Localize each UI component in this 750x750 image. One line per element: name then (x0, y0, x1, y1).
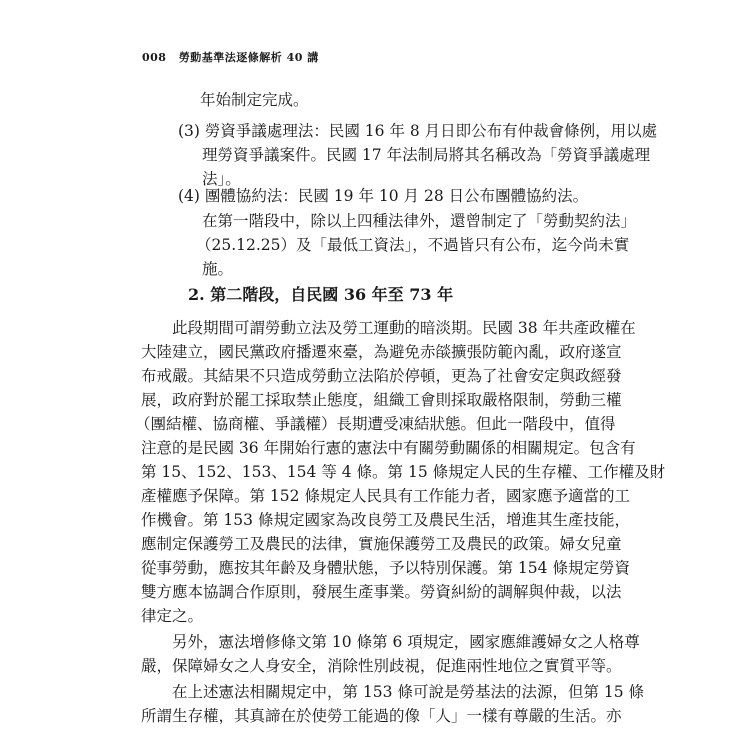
text-line: (4) 團體協約法：民國 19 年 10 月 28 日公布團體協約法。 (178, 187, 589, 205)
paragraph-line: （團結權、協商權、爭議權）長期遭受凍結狀態。但此一階段中，值得 (135, 415, 616, 433)
paragraph-line: 此段期間可謂勞動立法及勞工運動的暗淡期。民國 38 年共產政權在 (172, 319, 636, 337)
paragraph-line: 在上述憲法相關規定中，第 153 條可說是勞基法的法源，但第 15 條 (172, 683, 645, 701)
text-line: 理勞資爭議案件。民國 17 年法制局將其名稱改為「勞資爭議處理 (202, 146, 651, 164)
paragraph-line: 產權應予保障。第 152 條規定人民具有工作能力者，國家應予適當的工 (141, 487, 630, 505)
paragraph-line: 嚴，保障婦女之人身安全，消除性別歧視，促進兩性地位之實質平等。 (141, 657, 622, 675)
text-line: (3) 勞資爭議處理法：民國 16 年 8 月日即公布有仲裁會條例，用以處 (178, 122, 658, 140)
page-number: 008 (142, 51, 167, 64)
text-line: 法」。 (202, 170, 241, 188)
text-line: 年始制定完成。 (200, 91, 309, 109)
paragraph-line: 律定之。 (141, 607, 204, 625)
paragraph-line: 第 15、152、153、154 等 4 條。第 15 條規定人民的生存權、工作權及財 (141, 463, 666, 481)
paragraph-line: 所謂生存權，其真諦在於使勞工能過的像「人」一樣有尊嚴的生活。亦 (141, 707, 622, 725)
paragraph-line: 從事勞動，應按其年齡及身體狀態，予以特別保護。第 154 條規定勞資 (141, 559, 630, 577)
paragraph-line: 展，政府對於罷工採取禁止態度，組織工會則採取嚴格限制，勞動三權 (141, 391, 622, 409)
text-line: 在第一階段中，除以上四種法律外，還曾制定了「勞動契約法」 (202, 212, 637, 230)
paragraph-line: 另外，憲法增修條文第 10 條第 6 項規定，國家應維護婦女之人格尊 (172, 633, 640, 651)
section-heading: 2. 第二階段，自民國 36 年至 73 年 (188, 285, 454, 304)
running-header (142, 49, 319, 65)
paragraph-line: 布戒嚴。其結果不只造成勞動立法陷於停頓，更為了社會安定與政經發 (141, 367, 622, 385)
paragraph-line: 注意的是民國 36 年開始行憲的憲法中有關勞動關係的相關規定。包含有 (141, 439, 636, 457)
text-line: 施。 (202, 260, 234, 278)
paragraph-line: 雙方應本協調合作原則，發展生產事業。勞資糾紛的調解與仲裁，以法 (141, 583, 622, 601)
paragraph-line: 作機會。第 153 條規定國家為改良勞工及農民生活，增進其生產技能， (141, 511, 630, 529)
text-line: （25.12.25）及「最低工資法」，不過皆只有公布，迄今尚未實 (196, 236, 630, 254)
paragraph-line: 應制定保護勞工及農民的法律，實施保護勞工及農民的政策。婦女兒童 (141, 535, 622, 553)
book-title: 勞動基準法逐條解析 40 講 (178, 51, 319, 64)
paragraph-line: 大陸建立，國民黨政府播遷來臺，為避免赤燄擴張防範內亂，政府遂宣 (141, 343, 622, 361)
